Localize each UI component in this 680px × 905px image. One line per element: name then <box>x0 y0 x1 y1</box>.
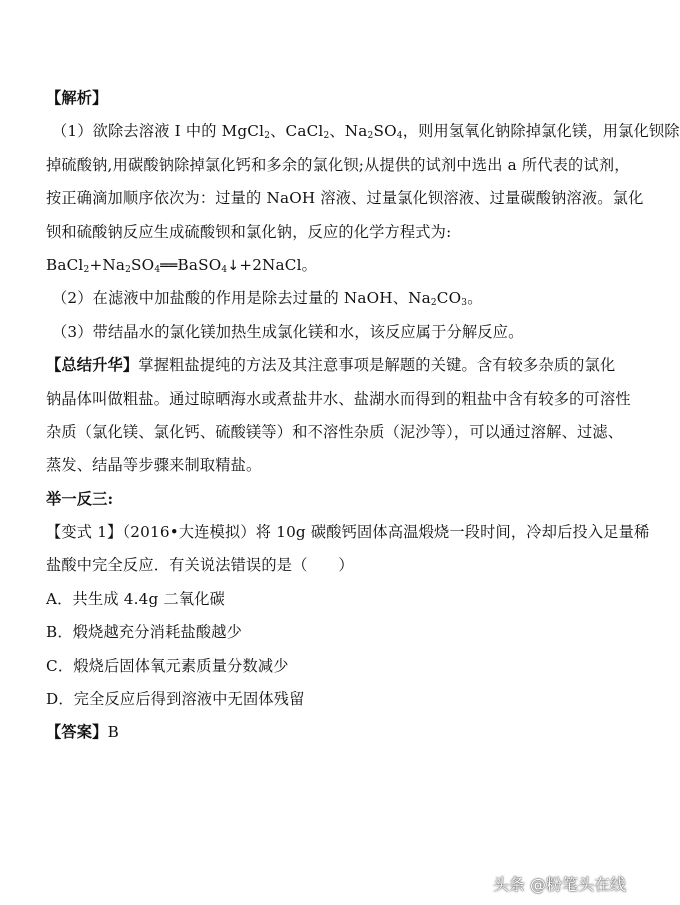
summary-line2: 钠晶体叫做粗盐。通过晾晒海水或煮盐井水、盐湖水而得到的粗盐中含有较多的可溶性 <box>46 389 631 408</box>
text-run: 掌握粗盐提纯的方法及其注意事项是解题的关键。含有较多杂质的氯化 <box>138 356 616 375</box>
text-run: SO <box>131 255 155 274</box>
subscript: 2 <box>367 131 374 142</box>
analysis-p1-line1 <box>46 115 680 148</box>
practice-heading: 举一反三: <box>46 489 114 508</box>
text-run: BaSO <box>177 255 222 274</box>
document-body <box>46 82 680 750</box>
watermark: 头条 @粉笔头在线 <box>492 875 626 894</box>
equals-sign: ══ <box>160 257 178 274</box>
text-run: SO <box>373 122 397 141</box>
summary-line1 <box>46 349 616 382</box>
option-a: A．共生成 4.4g 二氧化碳 <box>46 589 225 608</box>
analysis-p2 <box>46 282 602 315</box>
option-b: B．煅烧越充分消耗盐酸越少 <box>46 623 243 642</box>
text-run: 、Na <box>329 122 368 141</box>
text-run: BaCl <box>46 255 84 274</box>
subscript: 4 <box>154 264 161 275</box>
text-run: +Na <box>89 255 126 274</box>
analysis-p1-line2: 掉硫酸钠,用碳酸钠除掉氯化钙和多余的氯化钡;从提供的试剂中选出 a 所代表的试剂， <box>46 155 630 174</box>
option-d: D．完全反应后得到溶液中无固体残留 <box>46 690 305 709</box>
answer-value: B <box>107 723 119 742</box>
text-run: +2NaCl。 <box>239 255 318 274</box>
subscript: 2 <box>430 298 437 309</box>
subscript: 2 <box>83 264 90 275</box>
text-run: （1）欲除去溶液 I 中的 MgCl <box>52 122 265 141</box>
text-run: CO <box>436 289 462 308</box>
summary-line3: 杂质（氯化镁、氯化钙、硫酸镁等）和不溶性杂质（泥沙等），可以通过溶解、过滤、 <box>46 422 624 441</box>
question-line2: 盐酸中完全反应．有关说法错误的是（ ） <box>46 556 354 575</box>
subscript: 2 <box>264 131 271 142</box>
subscript: 2 <box>125 264 132 275</box>
precipitate-arrow-icon: ↓ <box>227 257 240 274</box>
answer-label: 【答案】 <box>46 723 108 742</box>
question-line1 <box>46 516 650 549</box>
subscript: 2 <box>323 131 330 142</box>
text-run: （2016•大连模拟）将 10g 碳酸钙固体高温煅烧一段时间，冷却后投入足量稀 <box>122 523 650 542</box>
text-run: 。 <box>467 289 483 308</box>
summary-line4: 蒸发、结晶等步骤来制取精盐。 <box>46 456 262 475</box>
summary-heading: 【总结升华】 <box>46 356 139 375</box>
analysis-heading: 【解析】 <box>46 89 108 107</box>
text-run: 、CaCl <box>270 122 324 141</box>
analysis-p3: （3）带结晶水的氯化镁加热生成氯化镁和水，该反应属于分解反应。 <box>52 322 524 341</box>
analysis-p1-line4: 钡和硫酸钠反应生成硫酸钡和氯化钠，反应的化学方程式为: <box>46 222 452 241</box>
subscript: 3 <box>461 298 468 309</box>
text-run: （2）在滤液中加盐酸的作用是除去过量的 NaOH、Na <box>52 289 431 308</box>
chemical-equation <box>46 249 602 282</box>
text-run: ，则用氢氧化钠除掉氯化镁，用氯化钡除 <box>402 122 680 141</box>
subscript: 4 <box>221 264 228 275</box>
subscript: 4 <box>396 131 403 142</box>
answer-line <box>46 716 602 749</box>
option-c: C．煅烧后固体氧元素质量分数减少 <box>46 656 289 675</box>
question-label: 【变式 1】 <box>46 523 123 542</box>
analysis-p1-line3: 按正确滴加顺序依次为：过量的 NaOH 溶液、过量氯化钡溶液、过量碳酸钠溶液。氯化 <box>46 189 644 208</box>
